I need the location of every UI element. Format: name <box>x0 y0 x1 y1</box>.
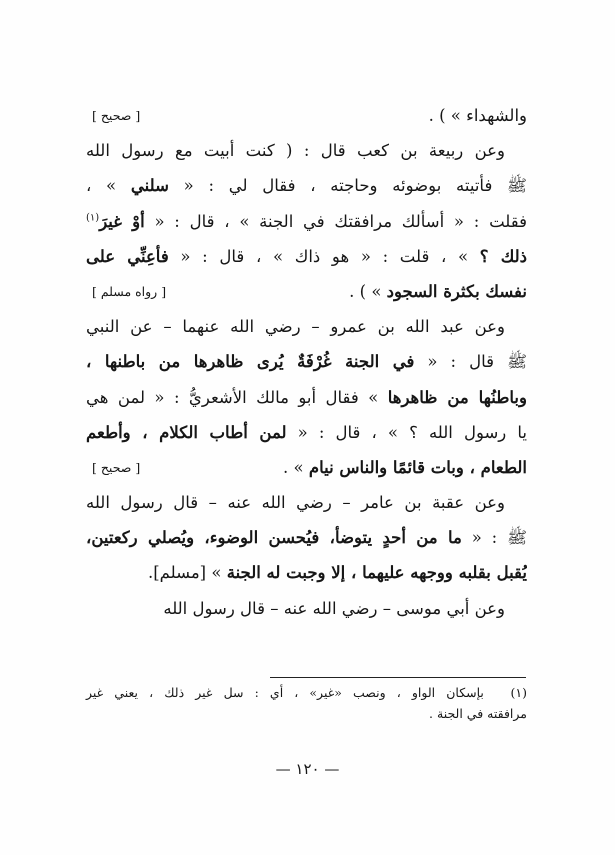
hadith-text: ذلك ؟ <box>479 246 527 266</box>
text-line <box>86 204 527 239</box>
main-text <box>86 98 527 626</box>
text-line <box>86 591 527 626</box>
hadith-text: فأعِنِّي على <box>86 246 169 266</box>
text-line <box>86 415 527 450</box>
narration-text: ﷺ قال : « <box>414 352 527 372</box>
narration-text: » ) . <box>349 281 387 301</box>
narration-text: » ، قلت : « هو ذاك » ، قال : « <box>168 246 480 266</box>
hadith-text: وباطنُها من ظاهرها <box>387 387 527 407</box>
hadith-text: في الجنة غُرْفَةٌ يُرى ظاهرها من باطنها ، <box>86 352 415 372</box>
footnote-text-2: مرافقته في الجنة . <box>429 706 527 721</box>
page-number: — ١٢٠ — <box>275 760 340 778</box>
hadith-text: سلني <box>130 176 169 196</box>
grading-tag: [ صحيح ] <box>92 459 141 475</box>
grading-tag: [ رواه مسلم ] <box>92 283 167 299</box>
narration-text: وعن ربيعة بن كعب قال : ( كنت أبيت مع رسول الله <box>86 141 505 161</box>
narration-text: وعن أبي موسى – رضي الله عنه – قال رسول الله <box>163 598 505 618</box>
narration-text: » . <box>283 457 309 477</box>
footnote-number: (١) <box>510 685 527 700</box>
hadith-text: يُقبل بقلبه ووجهه عليهما ، إلا وجبت له الجنة <box>226 563 527 583</box>
footnote <box>86 682 527 724</box>
narration-text: يا رسول الله ؟ » ، قال : « <box>286 422 527 442</box>
text-line <box>86 168 527 203</box>
narration-text: وعن عقبة بن عامر – رضي الله عنه – قال رسول الله <box>86 493 505 513</box>
text-line <box>86 239 527 274</box>
text-line <box>86 380 527 415</box>
narration-text: » فقال أبو مالك الأشعريُّ : « لمن هي <box>86 387 388 407</box>
footnote-text-1: بإسكان الواو ، ونصب «غير» ، أي : سل غير ذلك ، يعني غير <box>86 685 484 700</box>
text-line <box>86 520 527 555</box>
narration-text: وعن عبد الله بن عمرو – رضي الله عنهما – عن النبي <box>86 317 505 337</box>
text-line <box>86 309 527 344</box>
footnote-separator <box>270 677 526 678</box>
text-line <box>86 485 527 520</box>
narration-text: ﷺ فأتيته بوضوئه وحاجته ، فقال لي : « <box>168 176 527 196</box>
hadith-text: أوْ غيرَ <box>99 211 145 231</box>
text-line <box>86 98 527 133</box>
text-line <box>86 133 527 168</box>
hadith-text: ما من أحدٍ يتوضأ، فيُحسن الوضوء، ويُصلي ركعتين، <box>86 528 462 548</box>
narration-text: (١) <box>86 212 100 224</box>
hadith-text: لمن أطاب الكلام ، وأطعم <box>86 422 287 442</box>
hadith-text: الطعام ، وبات قائمًا والناس نيام <box>308 457 527 477</box>
footnote-line-1 <box>86 682 527 703</box>
text-line <box>86 555 527 590</box>
text-line <box>86 344 527 379</box>
narration-text: والشهداء » ) . <box>428 106 527 125</box>
narration-text: ﷺ : « <box>461 528 527 548</box>
text-line <box>86 274 527 309</box>
narration-text: » ، <box>86 176 131 196</box>
narration-text: فقلت : « أسألك مرافقتك في الجنة » ، قال : « <box>144 211 527 231</box>
footnote-line-2 <box>86 703 527 724</box>
hadith-text: نفسك بكثرة السجود <box>386 281 527 301</box>
text-line <box>86 450 527 485</box>
grading-tag: [ صحيح ] <box>92 108 141 123</box>
narration-text: » [مسلم]. <box>148 563 227 583</box>
